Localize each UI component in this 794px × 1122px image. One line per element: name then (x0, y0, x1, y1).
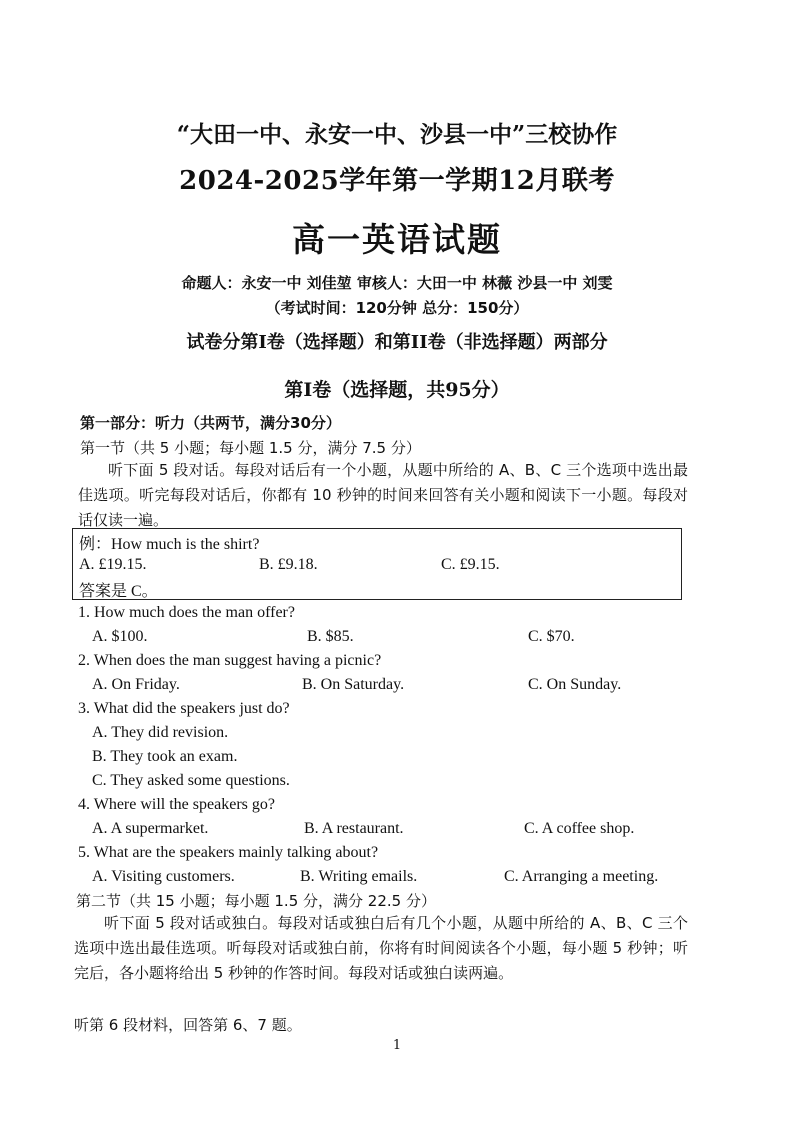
header-term: 2024-2025学年第一学期12月联考 (179, 166, 615, 196)
question-5-option-c: C. Arranging a meeting. (504, 868, 659, 885)
authors-line: 命题人：永安一中 刘佳堃 审核人：大田一中 林薇 沙县一中 刘雯 (181, 274, 613, 292)
volume1-heading: 第I卷（选择题，共95分） (284, 379, 510, 401)
question-5-option-a: A. Visiting customers. (92, 868, 235, 885)
question-2-stem: 2. When does the man suggest having a picnic? (78, 652, 382, 669)
page-title: 高一英语试题 (292, 220, 502, 259)
question-4-option-a: A. A supermarket. (92, 820, 209, 837)
exam-info: （考试时间：120分钟 总分：150分） (265, 299, 529, 317)
question-3-option-b: B. They took an exam. (92, 748, 238, 765)
question-1-option-b: B. $85. (307, 628, 354, 645)
question-5-option-b: B. Writing emails. (300, 868, 418, 885)
question-2-option-c: C. On Sunday. (528, 676, 622, 693)
question-4-stem: 4. Where will the speakers go? (78, 796, 275, 813)
example-answer: 答案是 C。 (79, 583, 158, 600)
section1-instructions: 听下面 5 段对话。每段对话后有一个小题，从题中所给的 A、B、C 三个选项中选出最佳选项。听完每段对话后，你都有 10 秒钟的时间来回答有关小题和阅读下一小题。每段对话仅读一遍。 (78, 461, 688, 529)
question-1-option-a: A. $100. (92, 628, 148, 645)
question-5-stem: 5. What are the speakers mainly talking about? (78, 844, 379, 861)
example-option-b: B. £9.18. (259, 556, 318, 573)
question-2-option-a: A. On Friday. (92, 676, 180, 693)
question-1-option-c: C. $70. (528, 628, 575, 645)
example-box (72, 528, 682, 600)
parts-intro: 试卷分第I卷（选择题）和第II卷（非选择题）两部分 (186, 332, 608, 353)
question-3-option-c: C. They asked some questions. (92, 772, 290, 789)
question-1-stem: 1. How much does the man offer? (78, 604, 295, 621)
section2-heading: 第二节（共 15 小题；每小题 1.5 分，满分 22.5 分） (76, 892, 436, 910)
question-3-stem: 3. What did the speakers just do? (78, 700, 290, 717)
question-4-option-b: B. A restaurant. (304, 820, 404, 837)
material-note: 听第 6 段材料，回答第 6、7 题。 (74, 1016, 302, 1034)
question-4-option-c: C. A coffee shop. (524, 820, 635, 837)
example-question: 例：How much is the shirt? (79, 536, 260, 553)
example-option-a: A. £19.15. (79, 556, 147, 573)
page-number: 1 (392, 1038, 402, 1053)
question-3-option-a: A. They did revision. (92, 724, 229, 741)
header-schools: “大田一中、永安一中、沙县一中”三校协作 (176, 121, 618, 148)
section1-heading: 第一节（共 5 小题；每小题 1.5 分，满分 7.5 分） (80, 439, 421, 457)
section2-instructions: 听下面 5 段对话或独白。每段对话或独白后有几个小题，从题中所给的 A、B、C 三个选项中选出最佳选项。听每段对话或独白前，你将有时间阅读各个小题，每小题 5 秒钟；听完后，各小题将给出 5 秒钟的作答时间。每段对话或独白读两遍。 (74, 914, 688, 982)
question-2-option-b: B. On Saturday. (302, 676, 405, 693)
example-option-c: C. £9.15. (441, 556, 500, 573)
part1-heading: 第一部分：听力（共两节，满分30分） (80, 414, 341, 432)
